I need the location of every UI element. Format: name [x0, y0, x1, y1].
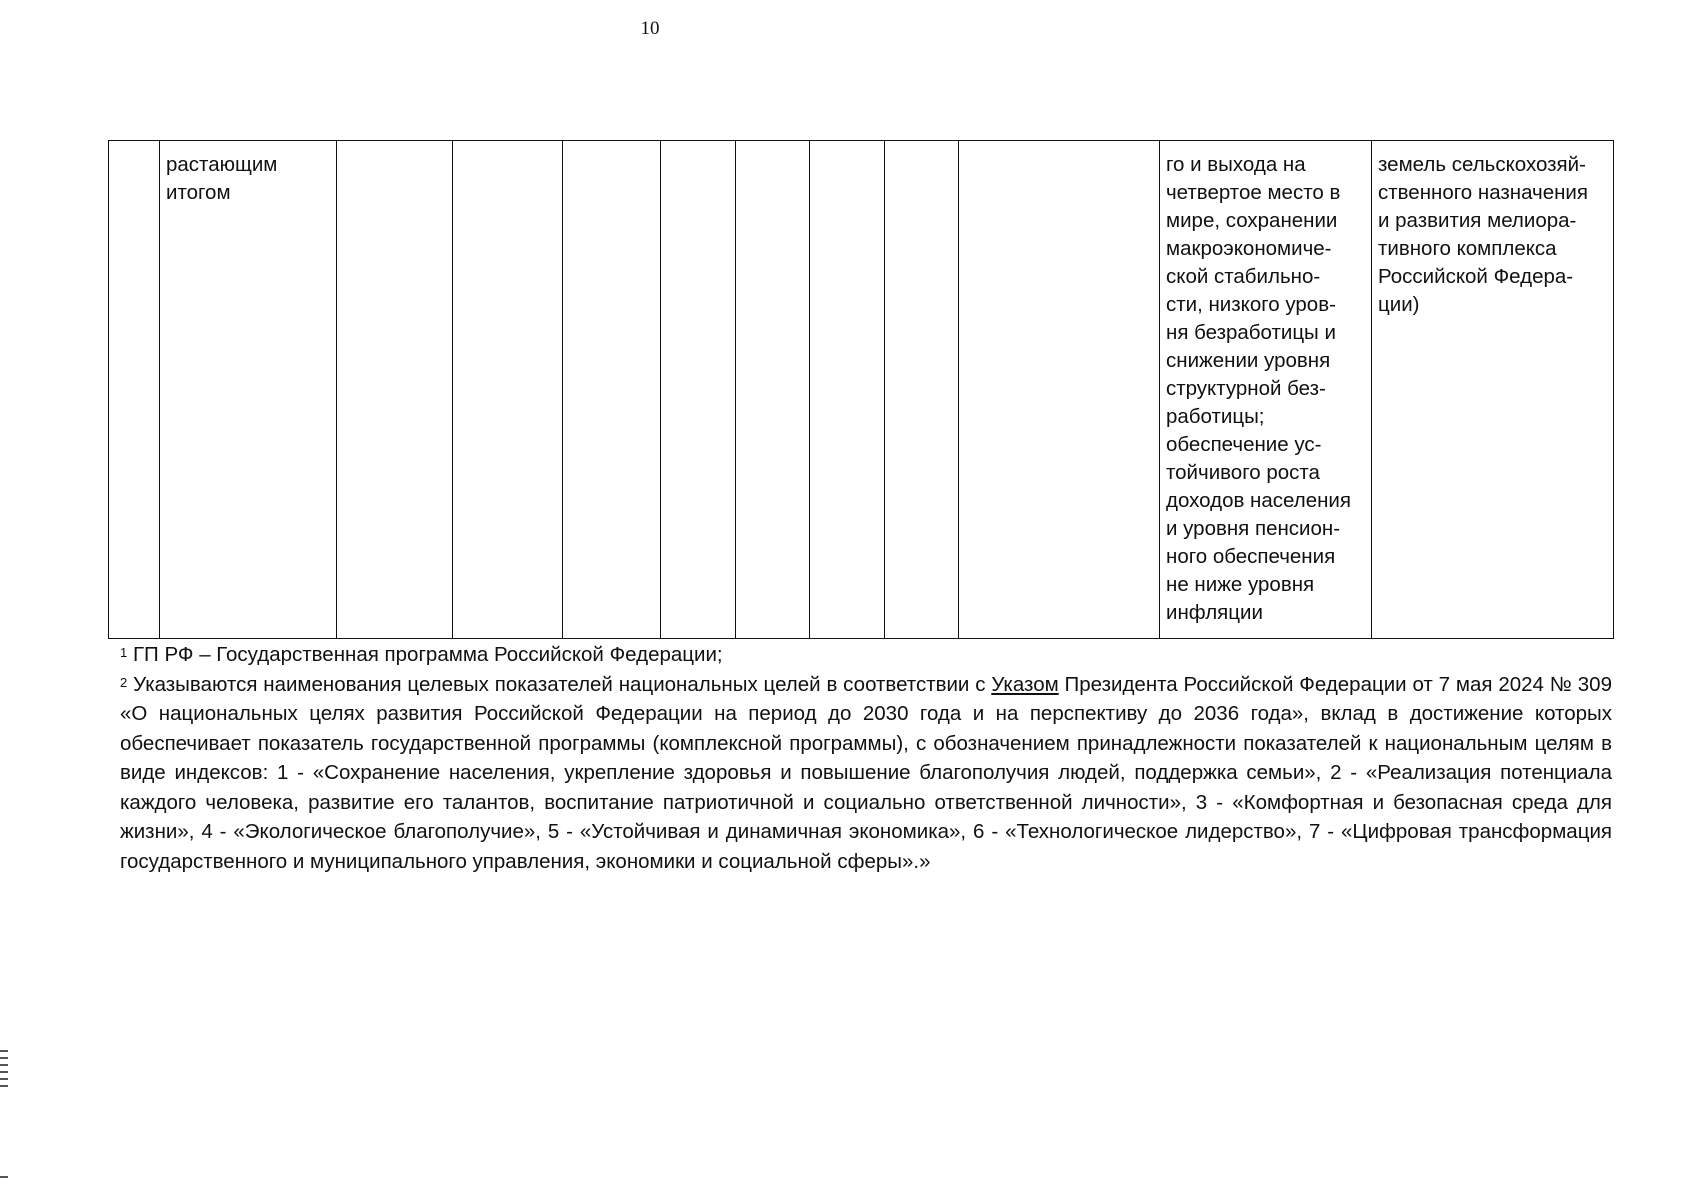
footnote-2	[120, 670, 1612, 877]
table-cell-5	[563, 141, 661, 639]
table-cell-2	[160, 141, 337, 639]
footnote-2-text-after: Президента Российской Федерации от 7 мая 2024 № 309 «О национальных целях развития Российской Федерации на период до 2030 года и на перспективу до 2036 года», вклад в достижение которых обеспечивает показатель государственной программы (комплексной программы), с обозначением принадлежности показателей к национальным целям в виде индексов: 1 - «Сохранение населения, укрепление здоровья и повышение благополучия людей, поддержка семьи», 2 - «Реализация потенциала каждого человека, развитие его талантов, воспитание патриотичной и социально ответственной личности», 3 - «Комфортная и безопасная среда для жизни», 4 - «Экологическое благополучие», 5 - «Устойчивая и динамичная экономика», 6 - «Технологическое лидерство», 7 - «Цифровая трансформация государственного и муниципального управления, экономики и социальной сферы».»	[120, 672, 1612, 873]
table-cell-9	[885, 141, 959, 639]
footnotes	[120, 640, 1612, 876]
footnote-1-text: ГП РФ – Государственная программа Российской Федерации;	[132, 643, 723, 666]
footnote-2-mark: 2	[120, 674, 128, 690]
cell-text-col12: земель сельскохозяй- ственного назначения и развития мелиора- тивного комплекса Российской Федера- ции)	[1378, 153, 1588, 316]
margin-marks	[0, 1050, 8, 1092]
table-cell-4	[453, 141, 563, 639]
margin-dash	[0, 1176, 8, 1178]
table-cell-1	[109, 141, 160, 639]
footnote-2-text-before: Указываются наименования целевых показателей национальных целей в соответствии с	[133, 672, 992, 696]
decree-link[interactable]: Указом	[991, 672, 1059, 696]
table-cell-10	[959, 141, 1160, 639]
table-cell-8	[810, 141, 885, 639]
indicators-table	[108, 140, 1614, 639]
table-cell-12	[1372, 141, 1614, 639]
cell-text-col2: растающим итогом	[166, 153, 278, 204]
table-cell-11	[1160, 141, 1372, 639]
table-cell-7	[736, 141, 810, 639]
cell-text-col11: го и выхода на четвертое место в мире, сохранении макроэкономиче- ской стабильно- сти, низкого уров- ня безработицы и снижении уровня структурной без- работицы; обеспечение ус- тойчивого роста доходов населения и уровня пенсион- ного обеспечения не ниже уровня инфляции	[1166, 153, 1351, 624]
footnote-1-mark: 1	[120, 645, 128, 660]
table-cell-6	[661, 141, 736, 639]
table-cell-3	[337, 141, 453, 639]
page-number: 10	[640, 18, 660, 39]
table-row	[109, 141, 1614, 639]
footnote-1	[120, 640, 1612, 670]
